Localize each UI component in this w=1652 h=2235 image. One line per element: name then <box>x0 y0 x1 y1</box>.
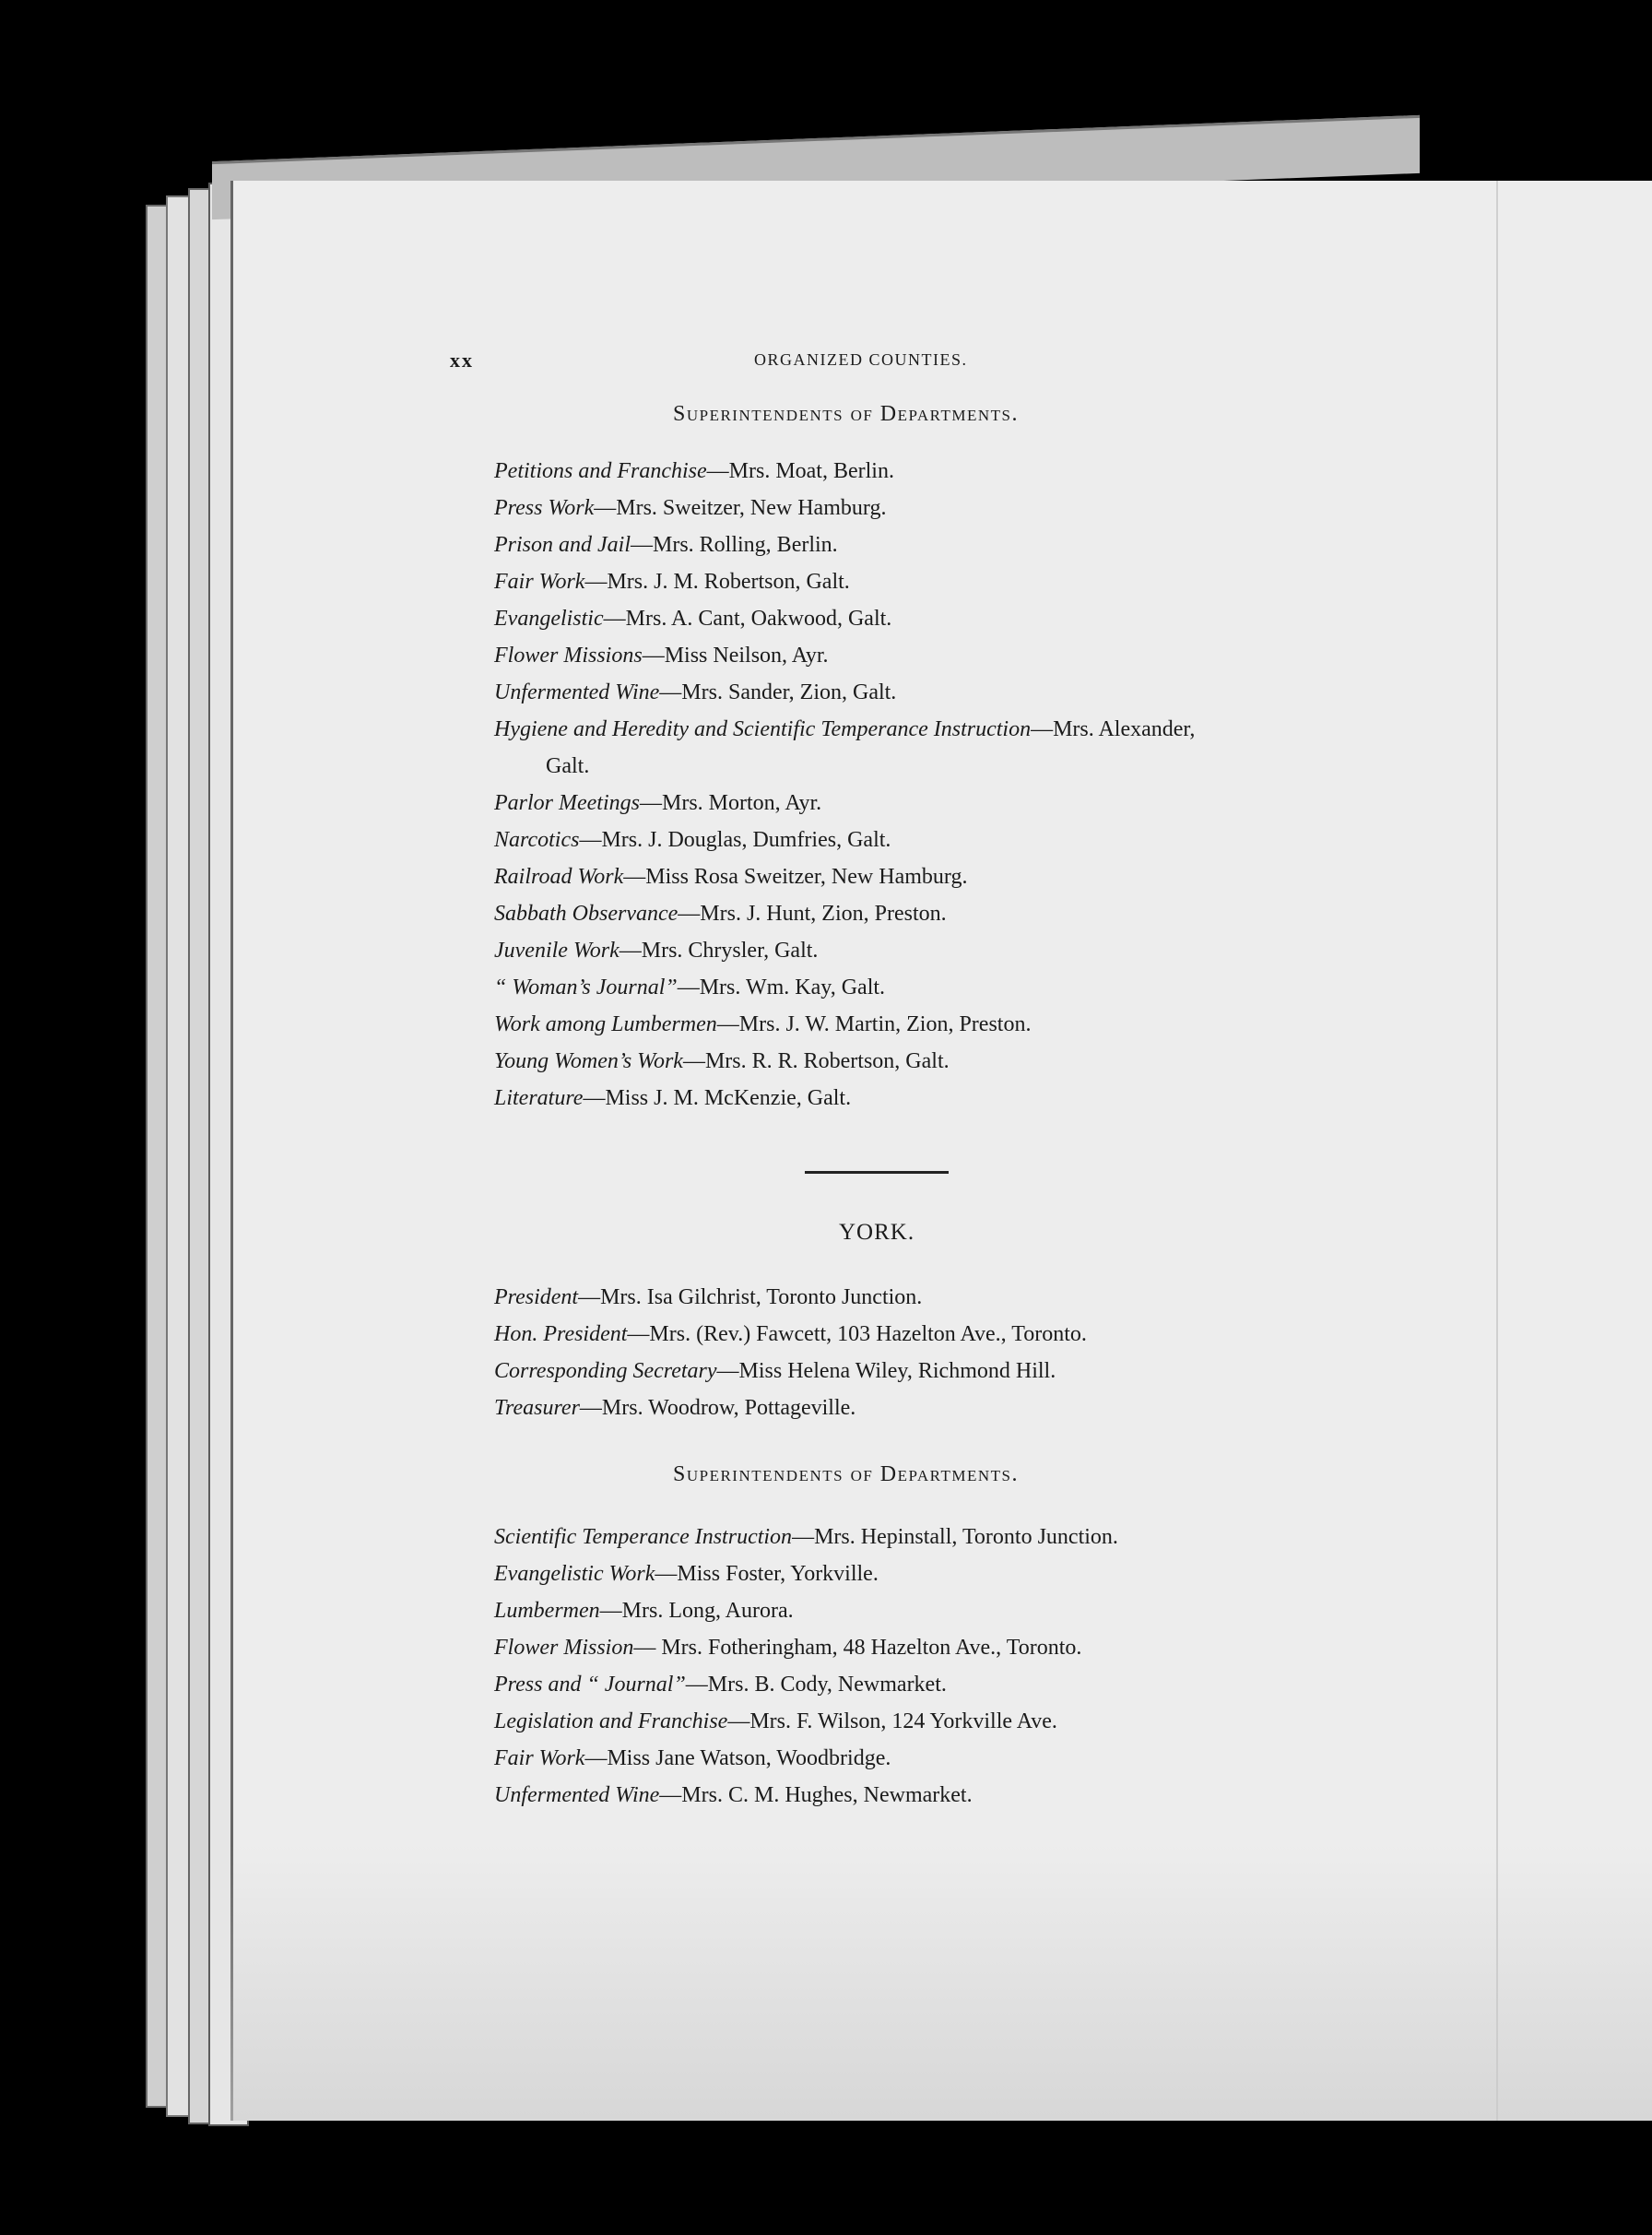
superintendent: —Miss J. M. McKenzie, Galt. <box>583 1086 852 1110</box>
list-item <box>494 496 886 521</box>
department-name: Press and “ Journal” <box>494 1673 686 1697</box>
department-name: Fair Work <box>494 570 585 594</box>
book-page <box>230 181 1652 2121</box>
list-item <box>494 791 821 816</box>
superintendent: —Mrs. Moat, Berlin. <box>706 459 894 483</box>
superintendent: —Mrs. J. Hunt, Zion, Preston. <box>678 902 947 926</box>
list-item <box>494 717 1195 742</box>
list-item <box>494 607 891 632</box>
department-name: Scientific Temperance Instruction <box>494 1525 793 1549</box>
superintendent: —Mrs. Rolling, Berlin. <box>631 533 838 557</box>
superintendent: —Miss Neilson, Ayr. <box>642 644 829 668</box>
superintendent: —Mrs. R. R. Robertson, Galt. <box>682 1049 950 1073</box>
superintendent: —Mrs. B. Cody, Newmarket. <box>685 1673 947 1697</box>
list-item <box>494 1783 973 1808</box>
office-title: Treasurer <box>494 1396 580 1420</box>
superintendent: —Mrs. A. Cant, Oakwood, Galt. <box>603 607 892 631</box>
department-name: Legislation and Franchise <box>494 1709 728 1733</box>
list-item <box>494 976 885 1000</box>
list-item <box>494 1562 879 1587</box>
superintendent: —Miss Jane Watson, Woodbridge. <box>584 1746 891 1770</box>
officer-row <box>494 1396 856 1421</box>
superintendent: —Mrs. Wm. Kay, Galt. <box>677 976 886 999</box>
list-item <box>494 459 894 484</box>
department-name: Unfermented Wine <box>494 680 660 704</box>
superintendent: —Mrs. Morton, Ayr. <box>639 791 822 815</box>
department-name: Lumbermen <box>494 1599 600 1623</box>
county-heading: YORK. <box>839 1220 915 1245</box>
office-title: President <box>494 1285 579 1309</box>
list-item <box>494 1049 950 1074</box>
officer-row <box>494 1322 1087 1347</box>
department-name: Sabbath Observance <box>494 902 678 926</box>
list-item <box>494 1599 794 1624</box>
officer-name: —Mrs. Isa Gilchrist, Toronto Junction. <box>578 1285 923 1309</box>
department-name: Narcotics <box>494 828 580 852</box>
list-item <box>494 1746 891 1771</box>
list-item <box>494 1709 1057 1734</box>
officer-row <box>494 1359 1056 1384</box>
superintendent: —Mrs. J. W. Martin, Zion, Preston. <box>716 1012 1032 1036</box>
superintendent: —Mrs. Sander, Zion, Galt. <box>659 680 897 704</box>
department-name: Evangelistic Work <box>494 1562 655 1586</box>
superintendent: —Mrs. F. Wilson, 124 Yorkville Ave. <box>727 1709 1057 1733</box>
department-name: Hygiene and Heredity and Scientific Temperance Instruction <box>494 717 1032 741</box>
superintendent: — Mrs. Fotheringham, 48 Hazelton Ave., Toronto. <box>633 1636 1082 1660</box>
page-number: xx <box>450 349 474 372</box>
superintendent: —Mrs. J. M. Robertson, Galt. <box>584 570 850 594</box>
department-name: Young Women’s Work <box>494 1049 683 1073</box>
department-name: Petitions and Franchise <box>494 459 707 483</box>
list-item <box>494 939 818 964</box>
list-item <box>494 902 947 927</box>
list-item <box>494 533 838 558</box>
superintendent: —Mrs. Sweitzer, New Hamburg. <box>594 496 887 520</box>
department-name: Evangelistic <box>494 607 604 631</box>
department-name: Prison and Jail <box>494 533 631 557</box>
department-name: Fair Work <box>494 1746 585 1770</box>
superintendent: —Mrs. Hepinstall, Toronto Junction. <box>792 1525 1118 1549</box>
list-item <box>494 570 850 595</box>
department-name: Work among Lumbermen <box>494 1012 717 1036</box>
list-item-continuation: Galt. <box>546 754 590 778</box>
officer-name: —Mrs. (Rev.) Fawcett, 103 Hazelton Ave., Toronto. <box>627 1322 1087 1346</box>
department-name: Railroad Work <box>494 865 624 889</box>
list-item <box>494 1673 947 1697</box>
superintendent: —Mrs. Long, Aurora. <box>599 1599 794 1623</box>
office-title: Corresponding Secretary <box>494 1359 717 1383</box>
list-item <box>494 644 829 668</box>
superintendent: —Miss Foster, Yorkville. <box>655 1562 879 1586</box>
running-title: ORGANIZED COUNTIES. <box>754 350 968 369</box>
office-title: Hon. President <box>494 1322 628 1346</box>
list-item <box>494 865 967 890</box>
officer-row <box>494 1285 922 1310</box>
officer-name: —Miss Helena Wiley, Richmond Hill. <box>716 1359 1056 1383</box>
list-item <box>494 1012 1031 1037</box>
department-name: Unfermented Wine <box>494 1783 660 1807</box>
department-name: Press Work <box>494 496 595 520</box>
list-item <box>494 1525 1118 1550</box>
list-item <box>494 828 891 853</box>
list-item <box>494 680 896 705</box>
superintendent: —Mrs. C. M. Hughes, Newmarket. <box>659 1783 973 1807</box>
section-heading: Superintendents of Departments. <box>673 402 1019 426</box>
section-heading: Superintendents of Departments. <box>673 1462 1019 1486</box>
superintendent: —Miss Rosa Sweitzer, New Hamburg. <box>623 865 968 889</box>
superintendent: —Mrs. J. Douglas, Dumfries, Galt. <box>579 828 891 852</box>
officer-name: —Mrs. Woodrow, Pottageville. <box>579 1396 856 1420</box>
list-item <box>494 1086 851 1111</box>
section-divider <box>805 1171 949 1174</box>
department-name: Flower Mission <box>494 1636 634 1660</box>
superintendent: —Mrs. Alexander, <box>1031 717 1196 741</box>
department-name: “ Woman’s Journal” <box>494 976 678 999</box>
department-name: Literature <box>494 1086 584 1110</box>
department-name: Juvenile Work <box>494 939 620 963</box>
list-item <box>494 1636 1081 1661</box>
department-name: Flower Missions <box>494 644 643 668</box>
page-shadow <box>230 1844 1652 2121</box>
superintendent: —Mrs. Chrysler, Galt. <box>619 939 819 963</box>
department-name: Parlor Meetings <box>494 791 640 815</box>
